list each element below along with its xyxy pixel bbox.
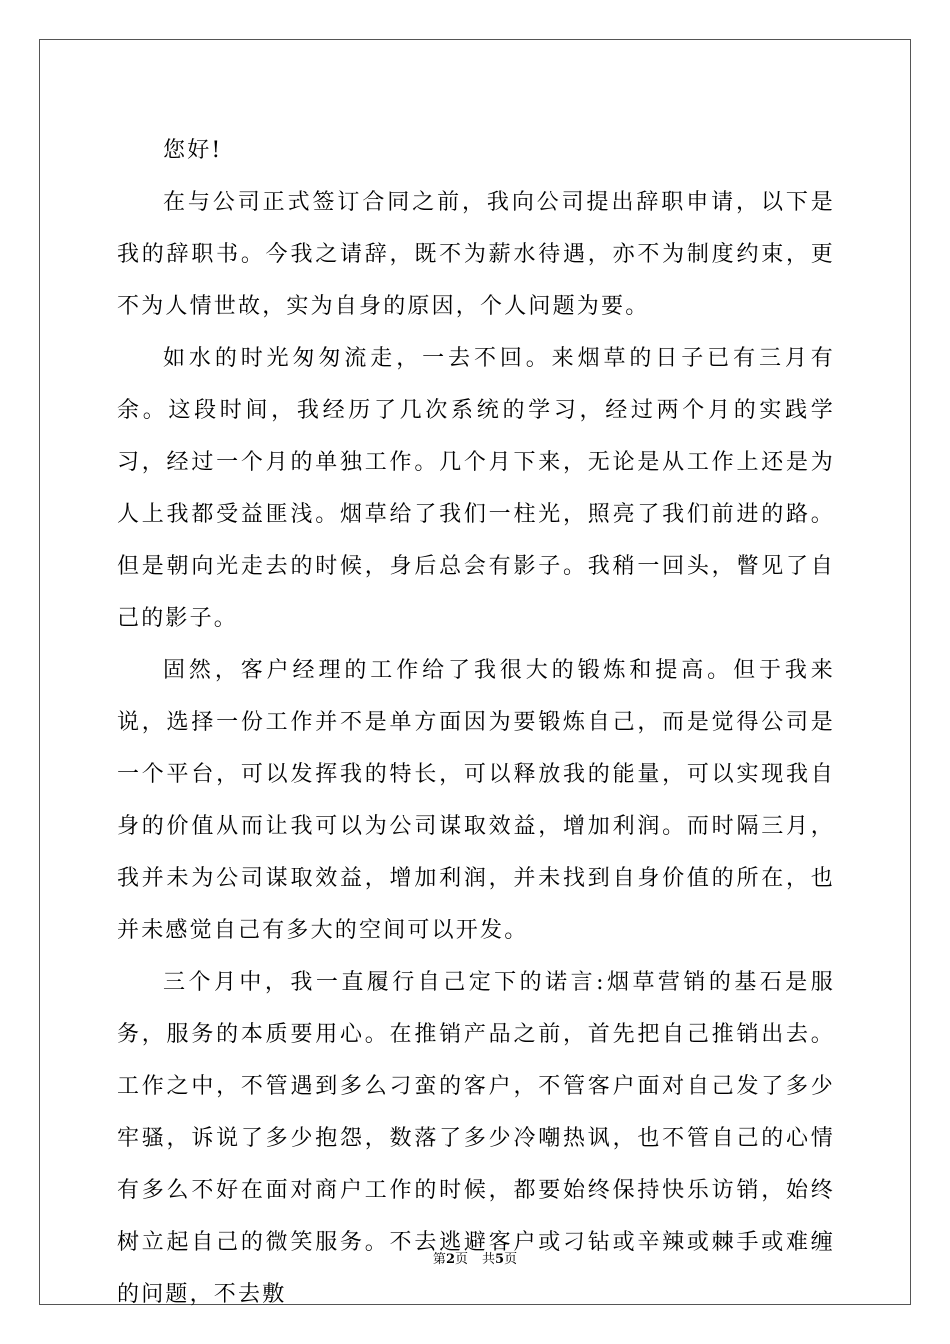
paragraph-3: 固然，客户经理的工作给了我很大的锻炼和提高。但于我来说，选择一份工作并不是单方面因为要锻炼自己，而是觉得公司是一个平台，可以发挥我的特长，可以释放我的能量，可以实现我自身的价值从而让我可以为公司谋取效益，增加利润。而时隔三月，我并未为公司谋取效益，增加利润，并未找到自身价值的所在，也并未感觉自己有多大的空间可以开发。 <box>117 658 835 943</box>
page-label-suffix: 页 <box>454 1252 468 1267</box>
total-label-prefix: 共 <box>482 1252 496 1267</box>
total-label-suffix: 页 <box>504 1252 518 1267</box>
letter-body <box>117 125 835 1321</box>
paragraph-2: 如水的时光匆匆流走，一去不回。来烟草的日子已有三月有余。这段时间，我经历了几次系统的学习，经过两个月的实践学习，经过一个月的单独工作。几个月下来，无论是从工作上还是为人上我都受益匪浅。烟草给了我们一柱光，照亮了我们前进的路。但是朝向光走去的时候，身后总会有影子。我稍一回头，瞥见了自己的影子。 <box>117 346 835 631</box>
greeting: 您好! <box>163 138 223 163</box>
page-label-prefix: 第 <box>432 1252 446 1267</box>
page-footer <box>0 1248 950 1267</box>
page-number: 2 <box>445 1252 455 1267</box>
paragraph-1: 在与公司正式签订合同之前，我向公司提出辞职申请，以下是我的辞职书。今我之请辞，既不为薪水待遇，亦不为制度约束，更不为人情世故，实为自身的原因，个人问题为要。 <box>117 190 835 319</box>
total-pages: 5 <box>495 1252 505 1267</box>
paragraph-4: 三个月中，我一直履行自己定下的诺言:烟草营销的基石是服务，服务的本质要用心。在推销产品之前，首先把自己推销出去。工作之中，不管遇到多么刁蛮的客户，不管客户面对自己发了多少牢骚，诉说了多少抱怨，数落了多少冷嘲热讽，也不管自己的心情有多么不好在面对商户工作的时候，都要始终保持快乐访销，始终树立起自己的微笑服务。不去逃避客户或刁钻或辛辣或棘手或难缠的问题，不去敷 <box>117 970 835 1307</box>
